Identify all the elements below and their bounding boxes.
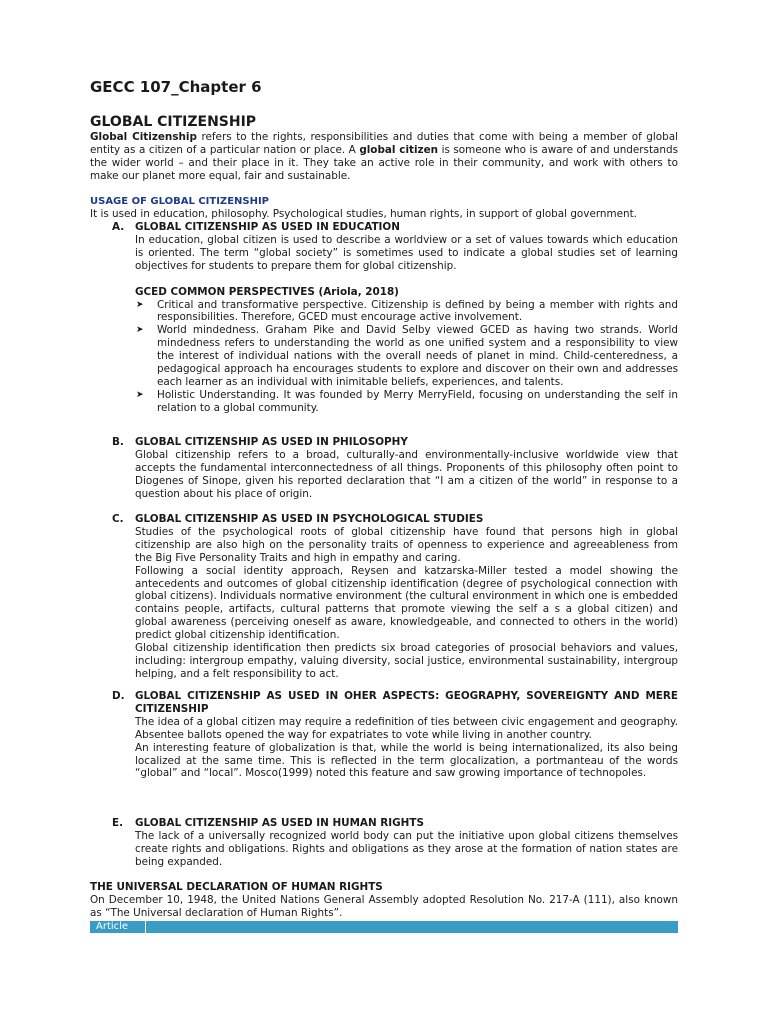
section-other-aspects [112, 690, 678, 780]
section-education [112, 221, 678, 415]
term-global-citizen: global citizen [359, 143, 439, 156]
section-body [135, 830, 678, 869]
section-paragraph: In education, global citizen is used to describe a worldview or a set of values towards which education is oriented. The term “global society” is sometimes used to indicate a global studies set of learning objectives for students to prepare them for global citizenship. [135, 233, 678, 272]
section-letter: C. [112, 513, 124, 525]
section-title: GLOBAL CITIZENSHIP AS USED IN PHILOSOPHY [135, 436, 408, 448]
section-letter: E. [112, 817, 124, 829]
usage-text: It is used in education, philosophy. Psychological studies, human rights, in support of global government. [90, 208, 637, 220]
intro-text-2: is someone who is aware of and understands the wider world – and their place in it. They take an active role in their community, and work with others to make our planet more equal, fair and sustainable. [90, 143, 679, 182]
section-paragraph: Global citizenship refers to a broad, culturally-and environmentally-inclusive worldwide view that accepts the fundamental interconnectedness of all things. Proponents of this philosophy often point to Diogenes of Sinope, given his reported declaration that “I am a citizen of the world” in response to a question about his place of origin. [135, 448, 678, 500]
section-title: GLOBAL CITIZENSHIP AS USED IN HUMAN RIGHTS [135, 817, 424, 829]
list-item: ➤ Critical and transformative perspective. Citizenship is defined by being a member with rights and responsibilities. Therefore, GCED must encourage active involvement. [136, 298, 678, 324]
arrow-bullet-icon: ➤ [136, 389, 144, 400]
section-body [135, 716, 678, 781]
section-psychological-studies [112, 513, 678, 681]
list-item: ➤ Holistic Understanding. It was founded by Merry MerryField, focusing on understanding the self in relation to a global community. [136, 388, 678, 414]
section-title: GLOBAL CITIZENSHIP AS USED IN EDUCATION [135, 221, 400, 233]
gced-perspectives-heading: GCED COMMON PERSPECTIVES (Ariola, 2018) [135, 285, 399, 298]
intro-text-1: refers to the rights, responsibilities and duties that come with being a member of global entity as a citizen of a particular nation or place. A [90, 131, 678, 156]
section-letter: B. [112, 436, 124, 448]
main-heading: GLOBAL CITIZENSHIP [90, 114, 257, 130]
section-body [135, 449, 678, 501]
section-paragraph: Following a social identity approach, Reysen and katzarska-Miller tested a model showing the antecedents and outcomes of global citizenship identification (degree of psychological connection with global citizens). Individuals normative environment (the cultural environment in which one is embedded contains people, artifacts, cultural patterns that promote viewing the self a s a global citizen) and global awareness (perceiving oneself as aware, knowledgeable, and connected to others in the world) predict global citizenship identification. [135, 564, 679, 642]
section-body [135, 234, 678, 273]
intro-paragraph [90, 131, 678, 183]
section-paragraph: Global citizenship identification then predicts six broad categories of prosocial behaviors and values, including: intergroup empathy, valuing diversity, social justice, environmental sustainability, intergroup helping, and a felt responsibility to act. [135, 642, 678, 680]
article-column-header: Article [90, 921, 146, 933]
document-title: GECC 107_Chapter 6 [90, 78, 262, 96]
section-paragraph: The idea of a global citizen may require a redefinition of ties between civic engagement and geography. Absentee ballots opened the way for expatriates to vote while living in another country. [135, 715, 678, 741]
section-title: GLOBAL CITIZENSHIP AS USED IN OHER ASPECTS: GEOGRAPHY, SOVEREIGNTY AND MERE CITIZENSHIP [135, 690, 678, 715]
term-global-citizenship: Global Citizenship [90, 131, 197, 143]
article-table-header [90, 921, 678, 933]
gced-perspectives-list [135, 299, 678, 415]
section-paragraph: The lack of a universally recognized world body can put the initiative upon global citizens themselves create rights and obligations. Rights and obligations as they arose at the formation of nation states are being expanded. [135, 829, 678, 868]
arrow-bullet-icon: ➤ [136, 325, 144, 336]
section-paragraph: An interesting feature of globalization is that, while the world is being internationalized, its also being localized at the same time. This is reflected in the term glocalization, a portmanteau of the words “global” and “local”. Mosco(1999) noted this feature and saw growing importance of technopoles. [135, 741, 678, 780]
section-letter: A. [112, 221, 125, 233]
section-letter: D. [112, 690, 125, 702]
list-item: ➤ World mindedness. Graham Pike and David Selby viewed GCED as having two strands. World mindedness refers to understanding the world as one unified system and a responsibility to view the interest of individual nations with the overall needs of planet in mind. Child-centeredness, a pedagogical approach ha encourages students to explore and discover on their own and addresses each learner as an individual with inimitable beliefs, experiences, and talents. [136, 324, 678, 388]
section-human-rights [112, 817, 678, 869]
section-body [135, 526, 678, 681]
udhr-heading: THE UNIVERSAL DECLARATION OF HUMAN RIGHTS [90, 881, 383, 893]
arrow-bullet-icon: ➤ [136, 299, 144, 310]
usage-heading: USAGE OF GLOBAL CITIZENSHIP [90, 196, 270, 207]
section-title: GLOBAL CITIZENSHIP AS USED IN PSYCHOLOGICAL STUDIES [135, 513, 484, 525]
udhr-paragraph: On December 10, 1948, the United Nations General Assembly adopted Resolution No. 217-A (111), also known as “The Universal declaration of Human Rights”. [90, 894, 678, 919]
section-philosophy [112, 436, 678, 501]
section-paragraph: Studies of the psychological roots of global citizenship have found that persons high in global citizenship are also high on the personality traits of openness to experience and agreeableness from the Big Five Personality Traits and high in empathy and caring. [135, 525, 678, 564]
